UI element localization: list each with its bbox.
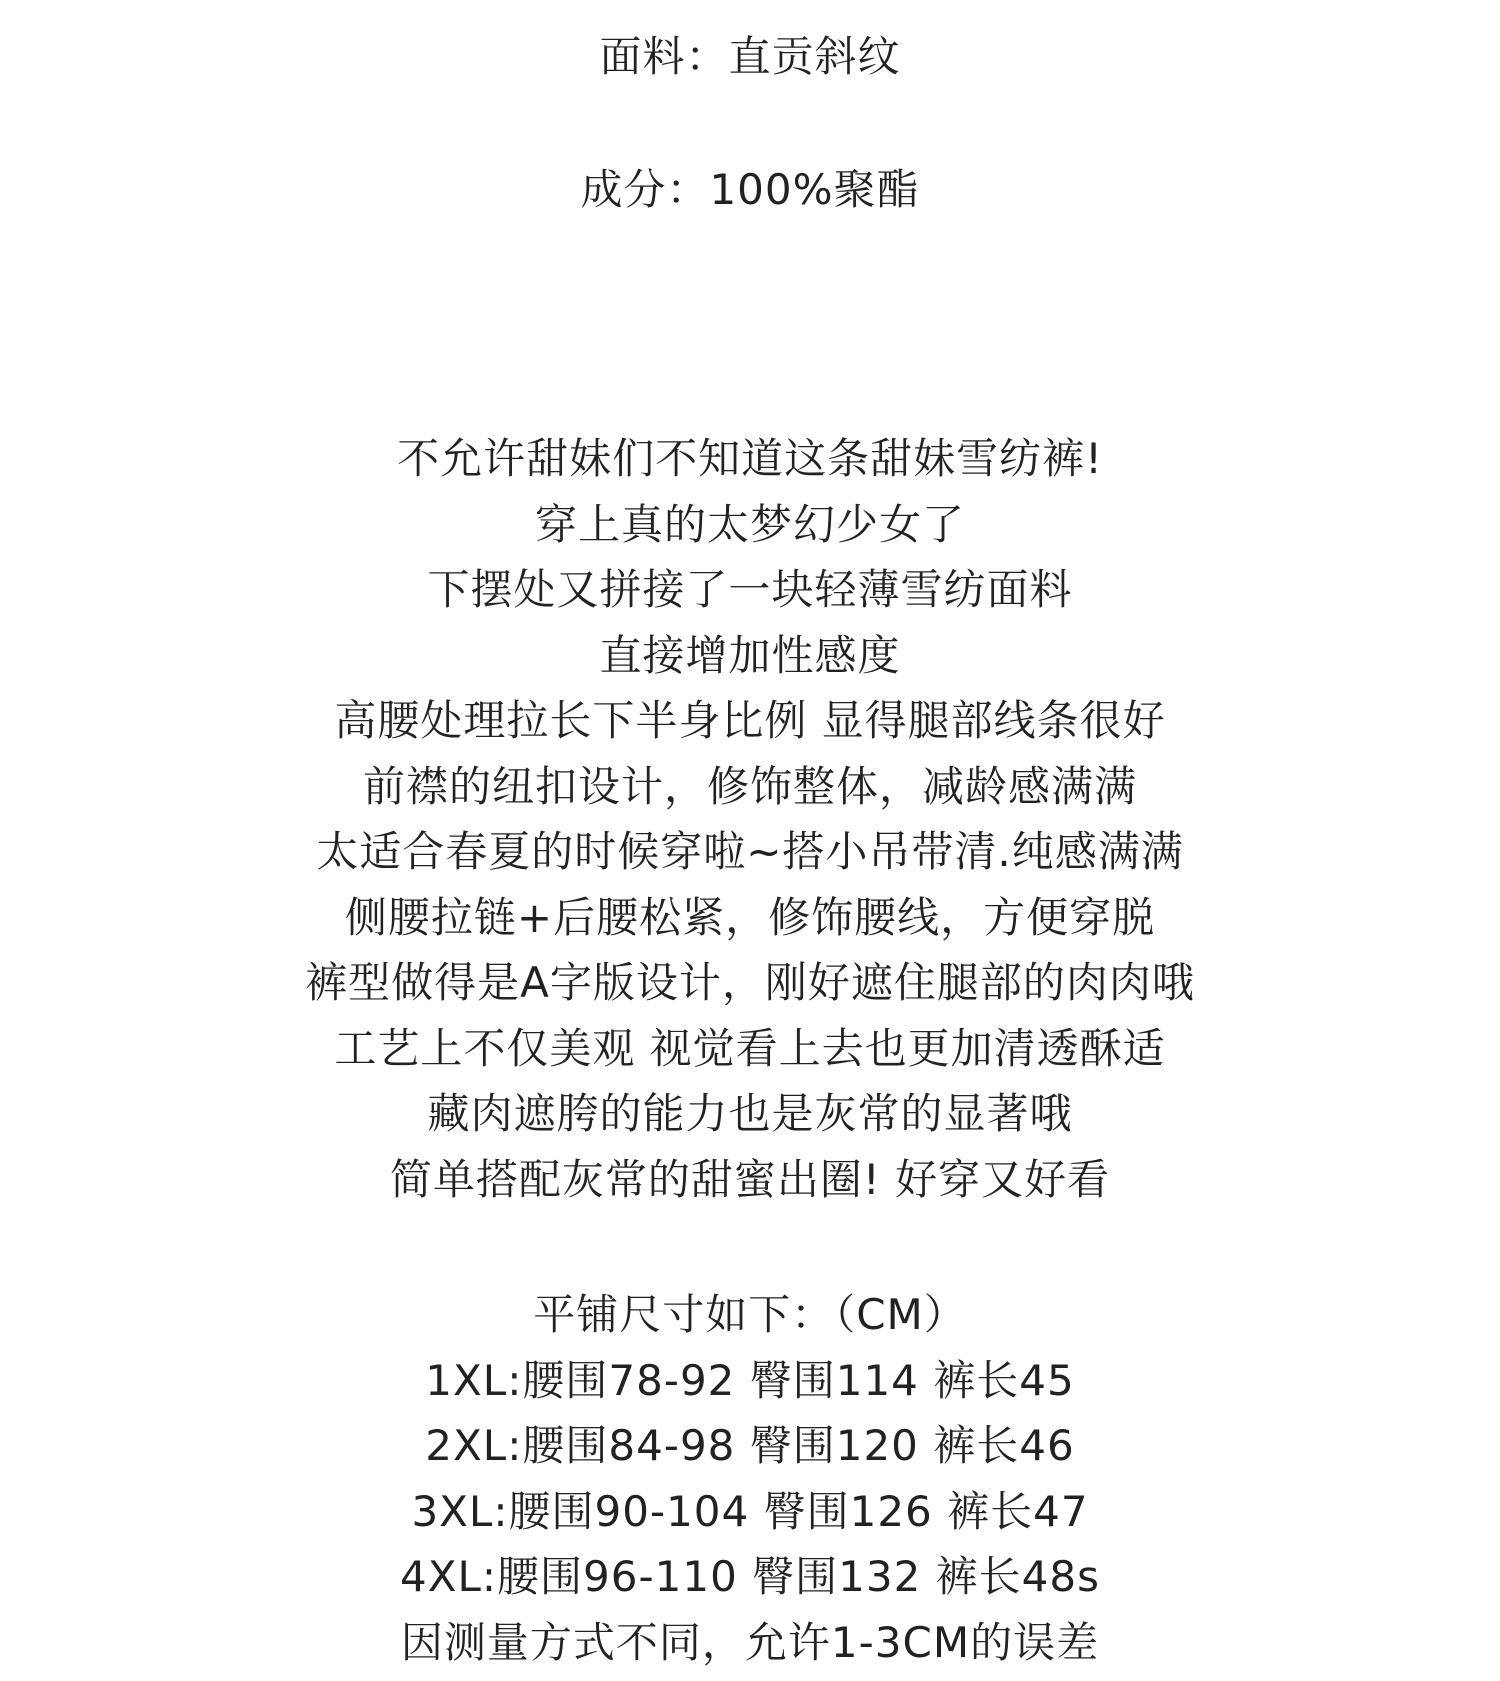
- description-line: 藏肉遮胯的能力也是灰常的显著哦: [427, 1089, 1073, 1138]
- description-line: 工艺上不仅美观 视觉看上去也更加清透酥适: [334, 1023, 1166, 1073]
- description-line: 不允许甜妹们不知道这条甜妹雪纺裤!: [397, 434, 1103, 483]
- description-line: 前襟的纽扣设计，修饰整体，减龄感满满: [362, 761, 1137, 811]
- measurement-note: 因测量方式不同，允许1-3CM的误差: [400, 1617, 1100, 1667]
- description-line: 下摆处又拼接了一块轻薄雪纺面料: [427, 565, 1073, 614]
- composition-spec: 成分：100%聚酯: [580, 165, 920, 214]
- size-table-heading: 平铺尺寸如下：（CM）: [533, 1290, 967, 1339]
- size-row-2xl: 2XL:腰围84-98 臀围120 裤长46: [425, 1421, 1075, 1470]
- description-line: 高腰处理拉长下半身比例 显得腿部线条很好: [334, 696, 1166, 745]
- description-line: 穿上真的太梦幻少女了: [534, 499, 965, 549]
- size-row-3xl: 3XL:腰围90-104 臀围126 裤长47: [411, 1486, 1089, 1536]
- description-line: 简单搭配灰常的甜蜜出圈! 好穿又好看: [389, 1154, 1111, 1204]
- description-line: 裤型做得是A字版设计，刚好遮住腿部的肉肉哦: [305, 958, 1195, 1007]
- size-row-1xl: 1XL:腰围78-92 臀围114 裤长45: [425, 1355, 1075, 1405]
- size-row-4xl: 4XL:腰围96-110 臀围132 裤长48s: [400, 1552, 1100, 1601]
- fabric-spec: 面料：直贡斜纹: [599, 32, 901, 81]
- description-line: 侧腰拉链+后腰松紧，修饰腰线，方便穿脱: [344, 892, 1156, 942]
- description-line: 直接增加性感度: [599, 630, 901, 680]
- description-line: 太适合春夏的时候穿啦~搭小吊带清.纯感满满: [316, 827, 1184, 876]
- product-description: [0, 426, 1500, 1212]
- size-table: [0, 1282, 1500, 1675]
